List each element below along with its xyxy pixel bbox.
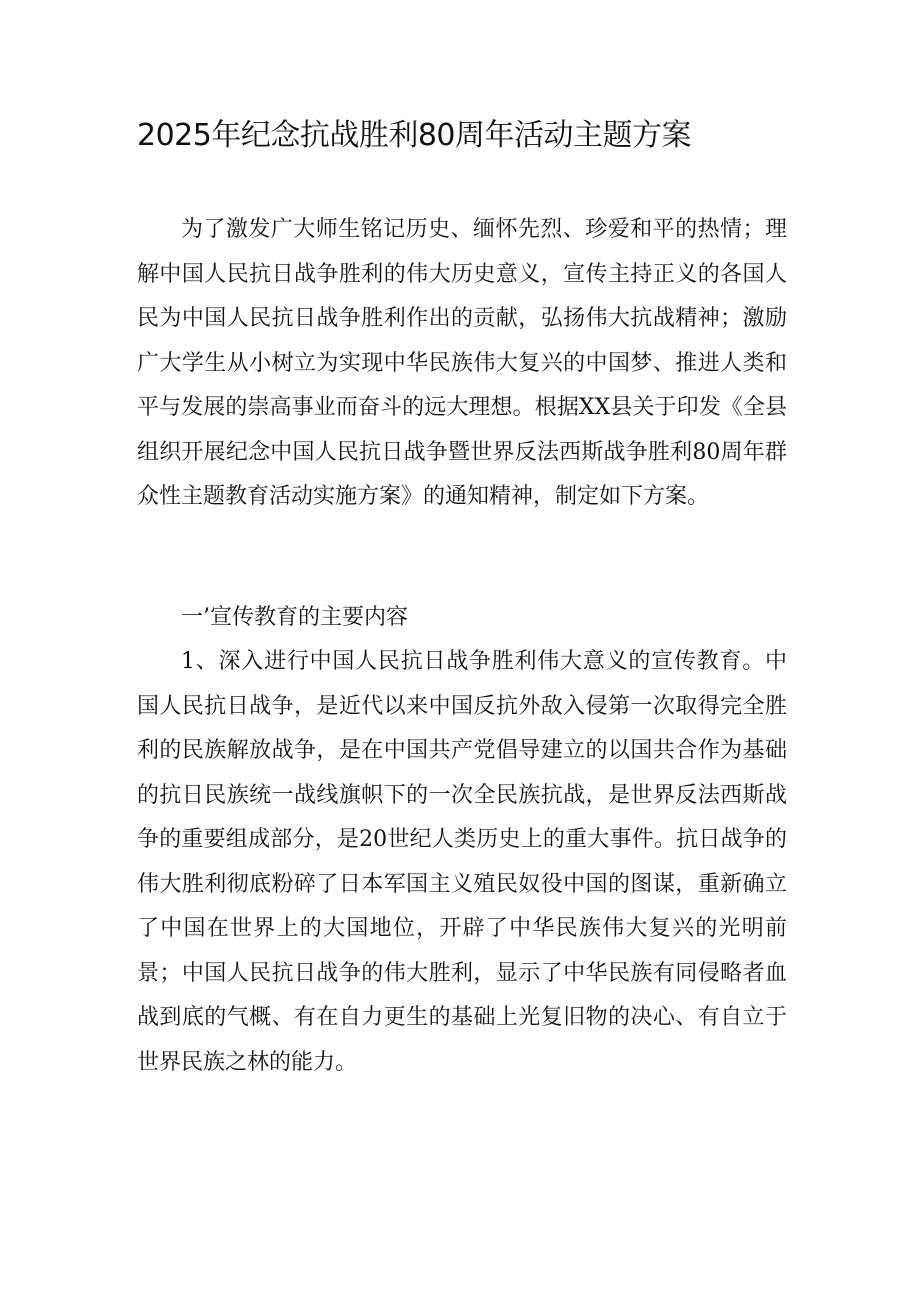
section-content (137, 640, 787, 1085)
intro-section (137, 208, 787, 520)
section-paragraph: 1、深入进行中国人民抗日战争胜利伟大意义的宣传教育。中国人民抗日战争，是近代以来中国反抗外敌入侵第一次取得完全胜利的民族解放战争，是在中国共产党倡导建立的以国共合作为基础的抗日民族统一战线旗帜下的一次全民族抗战，是世界反法西斯战争的重要组成部分，是20世纪人类历史上的重大事件。抗日战争的伟大胜利彻底粉碎了日本军国主义殖民奴役中国的图谋，重新确立了中国在世界上的大国地位，开辟了中华民族伟大复兴的光明前景；中国人民抗日战争的伟大胜利，显示了中华民族有同侵略者血战到底的气概、有在自力更生的基础上光复旧物的决心、有自立于世界民族之林的能力。 (137, 649, 787, 1075)
intro-paragraph: 为了激发广大师生铭记历史、缅怀先烈、珍爱和平的热情；理解中国人民抗日战争胜利的伟大历史意义，宣传主持正义的各国人民为中国人民抗日战争胜利作出的贡献，弘扬伟大抗战精神；激励广大学生从小树立为实现中华民族伟大复兴的中国梦、推进人类和平与发展的崇高事业而奋斗的远大理想。根据XX县关于印发《全县组织开展纪念中国人民抗日战争暨世界反法西斯战争胜利80周年群众性主题教育活动实施方案》的通知精神，制定如下方案。 (137, 217, 787, 509)
document-title: 2025年纪念抗战胜利80周年活动主题方案 (137, 118, 692, 153)
section-heading: 一’宣传教育的主要内容 (181, 605, 408, 630)
section-heading-block (137, 596, 787, 641)
